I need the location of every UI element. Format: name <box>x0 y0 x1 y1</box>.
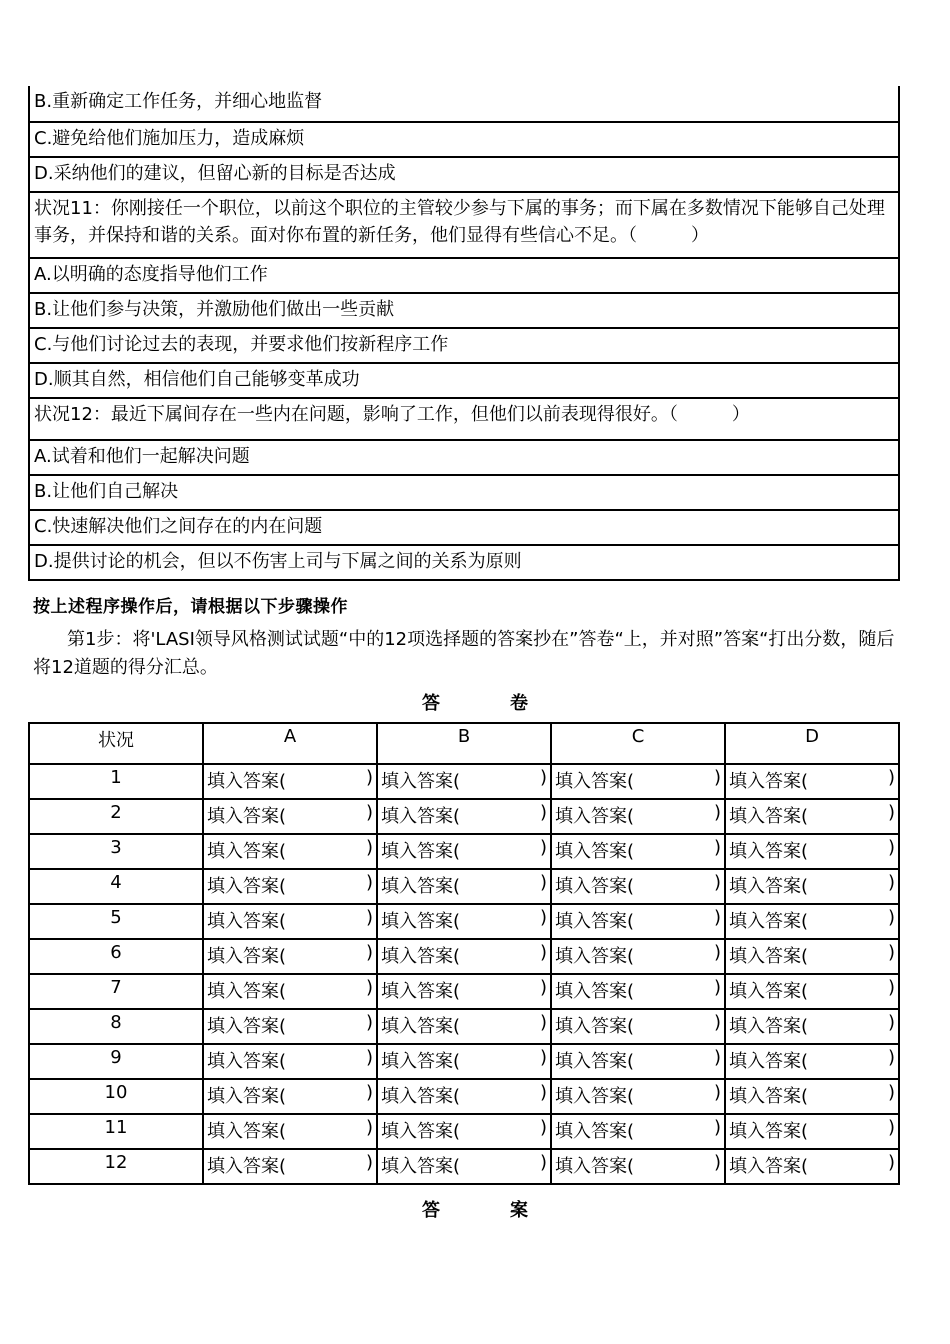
fill-close: ) <box>539 802 547 823</box>
fill-label: 填入答案( <box>555 806 635 827</box>
q11-option-a: A.以明确的态度指导他们工作 <box>29 258 899 293</box>
q12-option-b: B.让他们自己解决 <box>29 475 899 510</box>
fill-label: 填入答案( <box>729 946 809 967</box>
answer-cell-c[interactable] <box>551 1079 725 1114</box>
fill-label: 填入答案( <box>729 981 809 1002</box>
fill-label: 填入答案( <box>207 841 287 862</box>
answer-cell-b[interactable] <box>377 1079 551 1114</box>
fill-close: ) <box>713 1012 721 1033</box>
fill-label: 填入答案( <box>207 911 287 932</box>
fill-close: ) <box>365 1152 373 1173</box>
fill-label: 填入答案( <box>555 981 635 1002</box>
fill-close: ) <box>713 907 721 928</box>
q11-option-d: D.顺其自然，相信他们自己能够变革成功 <box>29 363 899 398</box>
fill-close: ) <box>365 1012 373 1033</box>
fill-label: 填入答案( <box>207 1121 287 1142</box>
answer-cell-d[interactable] <box>725 869 899 904</box>
fill-close: ) <box>887 837 895 858</box>
situation-number: 7 <box>29 974 203 1009</box>
fill-close: ) <box>365 1047 373 1068</box>
answer-sheet-header-row <box>29 723 899 764</box>
fill-close: ) <box>887 1152 895 1173</box>
fill-label: 填入答案( <box>207 771 287 792</box>
fill-close: ) <box>887 977 895 998</box>
fill-close: ) <box>539 872 547 893</box>
answer-cell-b[interactable] <box>377 869 551 904</box>
situation-number: 10 <box>29 1079 203 1114</box>
situation-number: 12 <box>29 1149 203 1184</box>
answer-cell-d[interactable] <box>725 1079 899 1114</box>
answer-cell-b[interactable] <box>377 834 551 869</box>
fill-label: 填入答案( <box>729 1086 809 1107</box>
answer-row <box>29 834 899 869</box>
fill-label: 填入答案( <box>207 1086 287 1107</box>
fill-label: 填入答案( <box>729 841 809 862</box>
fill-label: 填入答案( <box>381 876 461 897</box>
answer-row <box>29 1044 899 1079</box>
fill-label: 填入答案( <box>729 1051 809 1072</box>
fill-label: 填入答案( <box>381 946 461 967</box>
answer-cell-b[interactable] <box>377 1149 551 1184</box>
fill-close: ) <box>539 1117 547 1138</box>
answer-cell-d[interactable] <box>725 1114 899 1149</box>
fill-label: 填入答案( <box>729 1121 809 1142</box>
fill-close: ) <box>713 1082 721 1103</box>
header-b: B <box>377 723 551 764</box>
answer-key-heading: 答 案 <box>422 1200 528 1221</box>
answer-cell-c[interactable] <box>551 904 725 939</box>
situation-number: 2 <box>29 799 203 834</box>
fill-close: ) <box>887 767 895 788</box>
instructions-title: 按上述程序操作后，请根据以下步骤操作 <box>33 597 348 617</box>
fill-close: ) <box>365 977 373 998</box>
answer-row <box>29 799 899 834</box>
fill-close: ) <box>713 1152 721 1173</box>
question-table <box>28 86 900 581</box>
fill-label: 填入答案( <box>207 981 287 1002</box>
fill-close: ) <box>713 872 721 893</box>
fill-close: ) <box>539 977 547 998</box>
fill-close: ) <box>365 1082 373 1103</box>
answer-cell-c[interactable] <box>551 834 725 869</box>
fill-close: ) <box>887 872 895 893</box>
fill-label: 填入答案( <box>555 1156 635 1177</box>
answer-sheet-table <box>28 722 900 1185</box>
situation-number: 11 <box>29 1114 203 1149</box>
q11-option-b: B.让他们参与决策，并激励他们做出一些贡献 <box>29 293 899 328</box>
answer-cell-c[interactable] <box>551 799 725 834</box>
q10-option-c: C.避免给他们施加压力，造成麻烦 <box>29 122 899 157</box>
fill-label: 填入答案( <box>729 806 809 827</box>
fill-label: 填入答案( <box>381 981 461 1002</box>
answer-cell-a[interactable] <box>203 1009 377 1044</box>
fill-close: ) <box>365 942 373 963</box>
answer-cell-b[interactable] <box>377 799 551 834</box>
q12-option-a: A.试着和他们一起解决问题 <box>29 440 899 475</box>
q10-option-b: B.重新确定工作任务，并细心地监督 <box>29 86 899 122</box>
fill-label: 填入答案( <box>381 911 461 932</box>
fill-label: 填入答案( <box>555 876 635 897</box>
header-c: C <box>551 723 725 764</box>
fill-close: ) <box>887 1117 895 1138</box>
q12-text: 状况12：最近下属间存在一些内在问题，影响了工作，但他们以前表现得很好。（ ） <box>29 398 899 440</box>
fill-close: ) <box>365 767 373 788</box>
fill-close: ) <box>713 802 721 823</box>
answer-cell-b[interactable] <box>377 764 551 799</box>
answer-row <box>29 1149 899 1184</box>
fill-close: ) <box>713 767 721 788</box>
fill-label: 填入答案( <box>729 1016 809 1037</box>
instructions-step1: 第1步：将'LASI领导风格测试试题“中的12项选择题的答案抄在”答卷“上，并对照”答案“打出分数，随后将12道题的得分汇总。 <box>33 629 895 678</box>
answer-cell-d[interactable] <box>725 834 899 869</box>
answer-cell-b[interactable] <box>377 974 551 1009</box>
fill-close: ) <box>887 942 895 963</box>
fill-label: 填入答案( <box>729 1156 809 1177</box>
answer-cell-d[interactable] <box>725 764 899 799</box>
answer-cell-d[interactable] <box>725 939 899 974</box>
q12-option-c: C.快速解决他们之间存在的内在问题 <box>29 510 899 545</box>
answer-cell-a[interactable] <box>203 764 377 799</box>
answer-cell-a[interactable] <box>203 799 377 834</box>
answer-sheet-heading: 答 卷 <box>422 693 528 714</box>
answer-cell-a[interactable] <box>203 834 377 869</box>
answer-cell-d[interactable] <box>725 1044 899 1079</box>
answer-cell-c[interactable] <box>551 869 725 904</box>
answer-cell-a[interactable] <box>203 904 377 939</box>
header-d: D <box>725 723 899 764</box>
answer-cell-b[interactable] <box>377 939 551 974</box>
fill-close: ) <box>365 907 373 928</box>
fill-label: 填入答案( <box>381 841 461 862</box>
answer-cell-c[interactable] <box>551 1114 725 1149</box>
q10-option-d: D.采纳他们的建议，但留心新的目标是否达成 <box>29 157 899 192</box>
answer-cell-d[interactable] <box>725 974 899 1009</box>
fill-close: ) <box>887 907 895 928</box>
fill-label: 填入答案( <box>555 771 635 792</box>
fill-label: 填入答案( <box>381 1121 461 1142</box>
fill-close: ) <box>713 942 721 963</box>
fill-close: ) <box>365 837 373 858</box>
fill-label: 填入答案( <box>729 876 809 897</box>
fill-label: 填入答案( <box>555 1086 635 1107</box>
fill-close: ) <box>887 1012 895 1033</box>
fill-label: 填入答案( <box>555 1016 635 1037</box>
answer-cell-d[interactable] <box>725 1009 899 1044</box>
fill-label: 填入答案( <box>381 1016 461 1037</box>
fill-label: 填入答案( <box>555 911 635 932</box>
answer-cell-d[interactable] <box>725 1149 899 1184</box>
fill-close: ) <box>887 1082 895 1103</box>
fill-label: 填入答案( <box>555 1051 635 1072</box>
answer-cell-d[interactable] <box>725 904 899 939</box>
answer-cell-c[interactable] <box>551 1044 725 1079</box>
fill-close: ) <box>365 872 373 893</box>
answer-cell-b[interactable] <box>377 1114 551 1149</box>
fill-label: 填入答案( <box>555 841 635 862</box>
q11-option-c: C.与他们讨论过去的表现，并要求他们按新程序工作 <box>29 328 899 363</box>
fill-label: 填入答案( <box>207 1051 287 1072</box>
fill-label: 填入答案( <box>381 1086 461 1107</box>
fill-label: 填入答案( <box>207 946 287 967</box>
fill-label: 填入答案( <box>207 1016 287 1037</box>
fill-close: ) <box>539 1012 547 1033</box>
answer-row <box>29 904 899 939</box>
fill-label: 填入答案( <box>381 771 461 792</box>
fill-label: 填入答案( <box>207 1156 287 1177</box>
answer-row <box>29 869 899 904</box>
header-a: A <box>203 723 377 764</box>
answer-row <box>29 1079 899 1114</box>
answer-cell-a[interactable] <box>203 1149 377 1184</box>
situation-number: 4 <box>29 869 203 904</box>
answer-cell-c[interactable] <box>551 974 725 1009</box>
fill-close: ) <box>539 767 547 788</box>
fill-close: ) <box>713 977 721 998</box>
fill-label: 填入答案( <box>207 876 287 897</box>
fill-label: 填入答案( <box>555 1121 635 1142</box>
fill-close: ) <box>539 942 547 963</box>
fill-label: 填入答案( <box>381 1051 461 1072</box>
fill-label: 填入答案( <box>207 806 287 827</box>
fill-close: ) <box>713 837 721 858</box>
answer-row <box>29 939 899 974</box>
fill-close: ) <box>713 1047 721 1068</box>
answer-cell-c[interactable] <box>551 764 725 799</box>
fill-label: 填入答案( <box>729 911 809 932</box>
fill-label: 填入答案( <box>555 946 635 967</box>
fill-close: ) <box>539 1152 547 1173</box>
fill-close: ) <box>887 802 895 823</box>
q12-option-d: D.提供讨论的机会，但以不伤害上司与下属之间的关系为原则 <box>29 545 899 580</box>
answer-cell-b[interactable] <box>377 1009 551 1044</box>
situation-number: 8 <box>29 1009 203 1044</box>
answer-cell-c[interactable] <box>551 1009 725 1044</box>
fill-close: ) <box>713 1117 721 1138</box>
answer-row <box>29 974 899 1009</box>
answer-row <box>29 1114 899 1149</box>
situation-number: 6 <box>29 939 203 974</box>
answer-cell-d[interactable] <box>725 799 899 834</box>
answer-cell-a[interactable] <box>203 974 377 1009</box>
fill-close: ) <box>539 907 547 928</box>
answer-row <box>29 764 899 799</box>
header-situation: 状况 <box>29 723 203 764</box>
answer-cell-a[interactable] <box>203 869 377 904</box>
fill-close: ) <box>539 1047 547 1068</box>
fill-label: 填入答案( <box>381 1156 461 1177</box>
situation-number: 9 <box>29 1044 203 1079</box>
answer-cell-a[interactable] <box>203 939 377 974</box>
answer-cell-b[interactable] <box>377 904 551 939</box>
fill-label: 填入答案( <box>381 806 461 827</box>
fill-label: 填入答案( <box>729 771 809 792</box>
fill-close: ) <box>365 802 373 823</box>
fill-close: ) <box>887 1047 895 1068</box>
situation-number: 1 <box>29 764 203 799</box>
fill-close: ) <box>539 837 547 858</box>
answer-cell-a[interactable] <box>203 1044 377 1079</box>
situation-number: 3 <box>29 834 203 869</box>
situation-number: 5 <box>29 904 203 939</box>
q11-text: 状况11：你刚接任一个职位，以前这个职位的主管较少参与下属的事务；而下属在多数情况下能够自己处理事务，并保持和谐的关系。面对你布置的新任务，他们显得有些信心不足。（ ） <box>29 192 899 258</box>
answer-cell-c[interactable] <box>551 939 725 974</box>
answer-cell-c[interactable] <box>551 1149 725 1184</box>
answer-row <box>29 1009 899 1044</box>
answer-cell-a[interactable] <box>203 1114 377 1149</box>
fill-close: ) <box>365 1117 373 1138</box>
answer-cell-b[interactable] <box>377 1044 551 1079</box>
answer-cell-a[interactable] <box>203 1079 377 1114</box>
fill-close: ) <box>539 1082 547 1103</box>
